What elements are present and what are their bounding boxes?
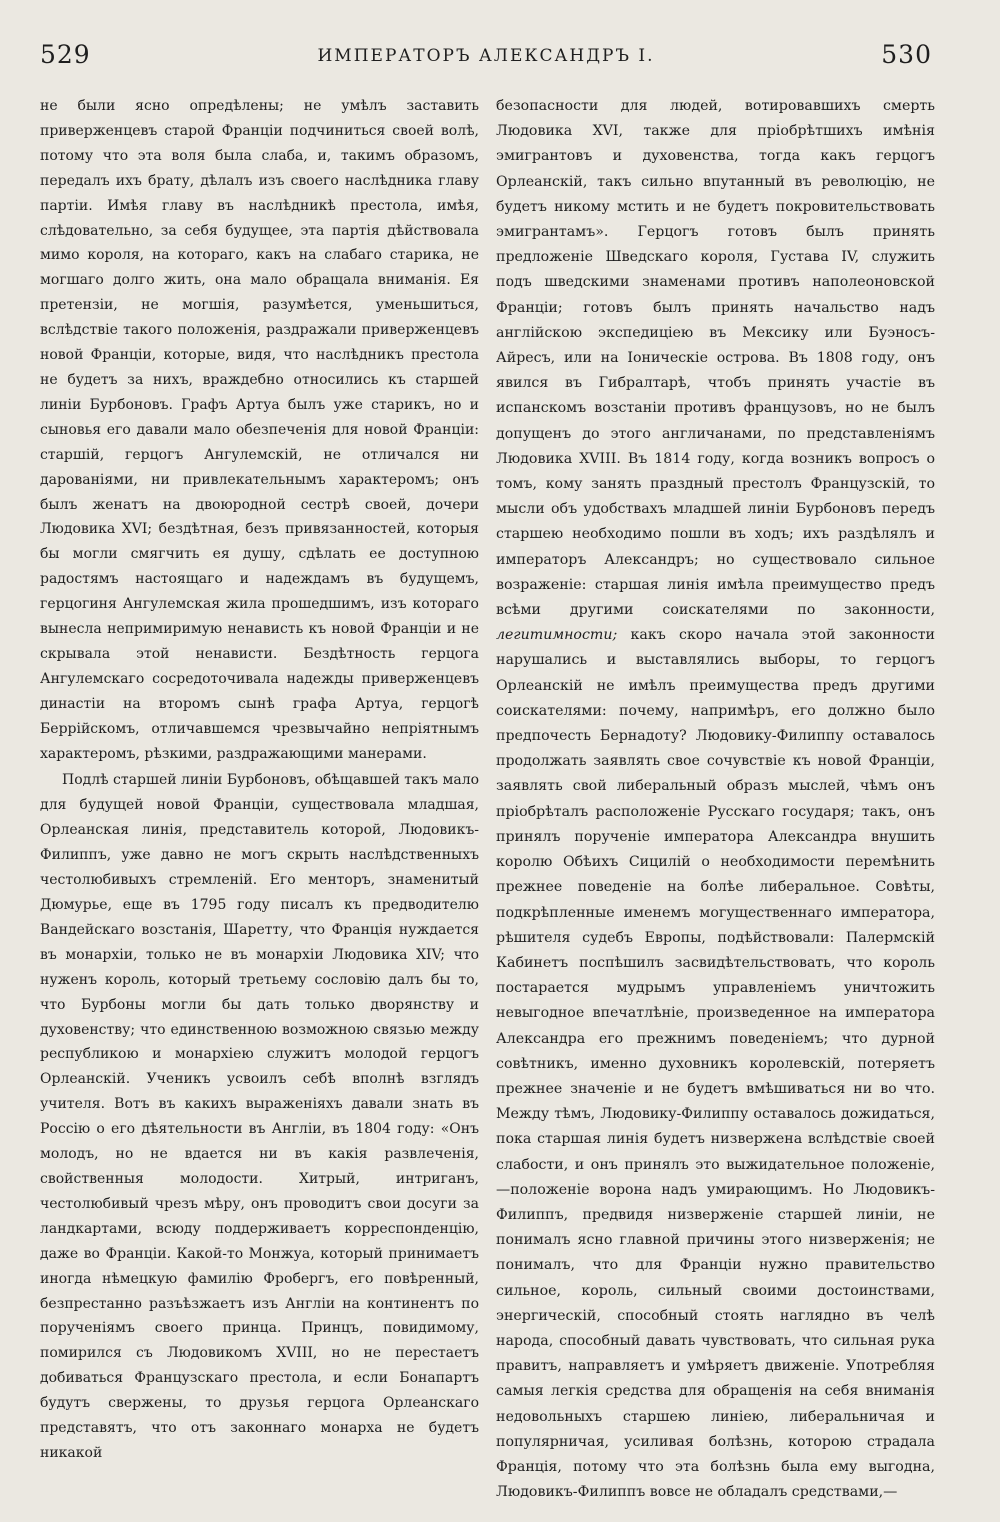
italic-term-legitimacy: легитимности;	[496, 627, 618, 644]
running-title: ИМПЕРАТОРЪ АЛЕКСАНДРЪ I.	[317, 46, 655, 66]
page-number-left: 529	[40, 40, 91, 69]
left-paragraph-2: Подлѣ старшей линіи Бурбоновъ, обѣщавшей такъ мало для будущей новой Франціи, существовала младшая, Орлеанская линія, представитель которой, Людовикъ-Филиппъ, уже давно не могъ скрыть наслѣдственныхъ честолюбивыхъ стремленій. Его менторъ, знаменитый Дюмурье, еще въ 1795 году писалъ къ предводителю Вандейскаго возстанія, Шаретту, что Франція нуждается въ монархіи, только не въ монархіи Людовика XIV; что нуженъ король, который третьему сословію далъ бы то, что Бурбоны могли бы дать только дворянству и духовенству; что единственною возможною связью между республикою и монархіею служитъ молодой герцогъ Орлеанскій. Ученикъ усвоилъ себѣ вполнѣ взглядъ учителя. Вотъ въ какихъ выраженіяхъ давали знать въ Россію о его дѣятельности въ Англіи, въ 1804 году: «Онъ молодъ, но не вдается ни въ какія развлеченія, свойственныя молодости. Хитрый, интриганъ, честолюбивый чрезъ мѣру, онъ проводитъ свои досуги за ландкартами, всюду поддерживаетъ корреспонденцію, даже во Франціи. Какой-то Монжуа, который принимаетъ иногда нѣмецкую фамилію Фробергъ, его повѣренный, безпрестанно разъѣзжаетъ изъ Англіи на континентъ по порученіямъ своего принца. Принцъ, повидимому, помирился съ Людовикомъ XVIII, но не перестаетъ добиваться Французскаго престола, и если Бонапартъ будутъ свержены, то друзья герцога Орлеанскаго представятъ, что отъ законнаго монарха не будетъ никакой	[40, 772, 480, 1461]
page-number-right: 530	[881, 40, 932, 69]
right-column	[496, 94, 935, 1505]
running-head	[40, 40, 932, 76]
right-paragraph-1	[496, 94, 935, 1505]
right-paragraph-1-tail: какъ скоро начала этой законности нарушались и выставлялись выборы, то герцогъ Орлеанскій не имѣлъ преимущества предъ другими соискателями: почему, напримѣръ, его должно было предпочесть Бернадоту? Людовику-Филиппу оставалось продолжать заявлять свое сочувствіе къ новой Франціи, заявлять свой либеральный образъ мыслей, чѣмъ онъ пріобрѣталъ расположеніе Русскаго государя; такъ, онъ принялъ порученіе императора Александра внушить королю Обѣихъ Сицилій о необходимости перемѣнить прежнее поведеніе на болѣе либеральное. Совѣты, подкрѣпленные именемъ могущественнаго императора, рѣшителя судебъ Европы, подѣйствовали: Палермскій Кабинетъ поспѣшилъ засвидѣтельствовать, что король постарается мудрымъ управленіемъ уничтожить невыгодное впечатлѣніе, произведенное на императора Александра его прежнимъ поведеніемъ; что дурной совѣтникъ, именно духовникъ королевскій, потеряетъ прежнее значеніе и не будетъ вмѣшиваться ни во что. Между тѣмъ, Людовику-Филиппу оставалось дожидаться, пока старшая линія будетъ низвержена вслѣдствіе своей слабости, и онъ принялъ это выжидательное положеніе,—положеніе ворона надъ умирающимъ. Но Людовикъ-Филиппъ, предвидя низверженіе старшей линіи, не понималъ ясно главной причины этого низверженія; не понималъ, что для Франціи нужно правительство сильное, король, сильный своими достоинствами, энергическій, способный стоять наглядно въ челѣ народа, способный давать чувствовать, что сильная рука правитъ, направляетъ и умѣряетъ движеніе. Употребляя самыя легкія средства для обращенія на себя вниманія недовольныхъ старшею линіею, либеральничая и популярничая, усиливая болѣзнь, которою страдала Франція, потому что эта болѣзнь была ему выгодна, Людовикъ-Филиппъ вовсе не обладалъ средствами,—	[496, 627, 936, 1501]
left-paragraph-1: не были ясно опредѣлены; не умѣлъ заставить приверженцевъ старой Франціи подчиниться своей волѣ, потому что эта воля была слаба, и, такимъ образомъ, передалъ ихъ брату, дѣлалъ изъ своего наслѣдника главу партіи. Имѣя главу въ наслѣдникѣ престола, имѣя, слѣдовательно, за себя будущее, эта партія дѣйствовала мимо короля, на котораго, какъ на слабаго старика, не могшаго долго жить, она мало обращала вниманія. Ея претензіи, не могшія, разумѣется, уменьшиться, вслѣдствіе такого положенія, раздражали приверженцевъ новой Франціи, которые, видя, что наслѣдникъ престола не будетъ за нихъ, враждебно относились къ старшей линіи Бурбоновъ. Графъ Артуа былъ уже старикъ, но и сыновья его давали мало обезпеченія для новой Франціи: старшій, герцогъ Ангулемскій, не отличался ни дарованіями, ни привлекательнымъ характеромъ; онъ былъ женатъ на двоюродной сестрѣ своей, дочери Людовика XVI; бездѣтная, безъ привязанностей, которыя бы могли смягчить ея душу, сдѣлать ее доступною радостямъ настоящаго и надеждамъ въ будущемъ, герцогиня Ангулемская жила прошедшимъ, изъ котораго вынесла непримиримую ненависть къ новой Франціи и не скрывала этой ненависти. Бездѣтность герцога Ангулемскаго сосредоточивала надежды приверженцевъ династіи на второмъ сынѣ графа Артуа, герцогѣ Беррійскомъ, отличавшемся чрезвычайно непріятнымъ характеромъ, рѣзкими, раздражающими манерами.	[40, 98, 479, 762]
left-column	[40, 94, 479, 1466]
right-paragraph-1-text: безопасности для людей, вотировавшихъ смерть Людовика XVI, также для пріобрѣтшихъ имѣнія эмигрантовъ и духовенства, тогда какъ герцогъ Орлеанскій, такъ сильно впутанный въ революцію, не будетъ никому мстить и не будетъ покровительствовать эмигрантамъ». Герцогъ готовъ былъ принять предложеніе Шведскаго короля, Густава IV, служить подъ шведскими знаменами противъ наполеоновской Франціи; готовъ былъ принять начальство надъ англійскою экспедиціею въ Мексику или Буэносъ-Айресъ, или на Іоническіе острова. Въ 1808 году, онъ явился въ Гибралтарѣ, чтобъ принять участіе въ испанскомъ возстаніи противъ французовъ, но не былъ допущенъ до этого англичанами, по представленіямъ Людовика XVIII. Въ 1814 году, когда возникъ вопросъ о томъ, кому занять праздный престолъ Французскій, то мысли объ удобствахъ младшей линіи Бурбоновъ передъ старшею необходимо пошли въ ходъ; ихъ раздѣлялъ и императоръ Александръ; но существовало сильное возраженіе: старшая линія имѣла преимущество предъ всѣми другими соискателями по законности,	[496, 98, 935, 619]
